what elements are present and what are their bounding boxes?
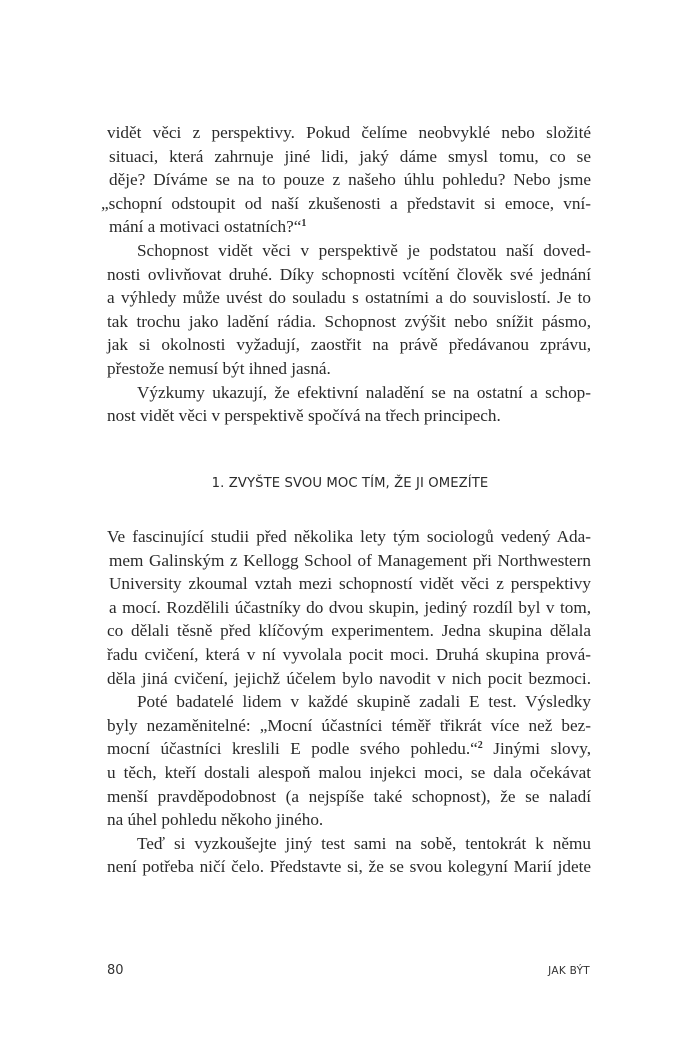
footnote-ref: 2 [477, 740, 483, 752]
text-line: na úhel pohledu někoho jiného. [107, 810, 324, 830]
text-line: „schopní odstoupit od naší zkušenosti a představit si emoce, vní- [101, 193, 591, 213]
text-line: přestože nemusí být ihned jasná. [107, 358, 331, 378]
text-line: tak trochu jako ladění rádia. Schopnost zvýšit nebo snížit pásmo, [107, 311, 591, 331]
text-line: mání a motivaci ostatních?“$^1$ [109, 217, 307, 237]
text-line: děla jiná cvičení, jejichž účelem bylo navodit v nich pocit bezmoci. [107, 668, 591, 688]
text-line: menší pravděpodobnost (a nejspíše také schopnost), že se naladí [107, 786, 591, 806]
running-title: JAK BÝT [548, 965, 590, 977]
text-line: mem Galinským z Kellogg School of Management při Northwestern [109, 550, 591, 570]
paragraph [107, 832, 591, 879]
text-line: Výzkumy ukazují, že efektivní naladění se na ostatní a schop- [137, 382, 591, 402]
text-line: a mocí. Rozdělili účastníky do dvou skupin, jediný rozdíl byl v tom, [109, 597, 591, 617]
text-line: Ve fascinující studii před několika lety tým sociologů vedený Ada- [107, 527, 591, 546]
footnote-ref: 1 [301, 218, 307, 230]
section-heading: 1. ZVYŠTE SVOU MOC TÍM, ŽE JI OMEZÍTE [211, 476, 489, 491]
text-line: Schopnost vidět věci v perspektivě je podstatou naší doved- [137, 240, 591, 260]
paragraph [107, 381, 591, 428]
text-line: Poté badatelé lidem v každé skupině zadali E test. Výsledky [137, 692, 591, 712]
text-line: u těch, kteří dostali alespoň malou injekci moci, se dala očekávat [107, 762, 591, 782]
text-line: není potřeba ničí čelo. Představte si, že se svou kolegyní Marií jdete [107, 857, 591, 877]
text-line: Teď si vyzkoušejte jiný test sami na sobě, tentokrát k němu [137, 833, 591, 853]
body-text-top [101, 121, 591, 428]
text-line: mocní účastníci kreslili E podle svého pohledu.“$^2$ Jinými slovy, [107, 739, 591, 759]
body-text-bottom [107, 525, 591, 879]
text-line: a výhledy může uvést do souladu s ostatními a do souvislostí. Je to [107, 288, 591, 308]
text-line: byly nezaměnitelné: „Mocní účastníci téměř třikrát více než bez- [107, 715, 591, 735]
paragraph [107, 525, 591, 690]
paragraph [107, 690, 591, 832]
paragraph [101, 121, 591, 239]
text-line: řadu cvičení, která v ní vyvolala pocit moci. Druhá skupina prová- [107, 644, 591, 664]
page-number: 80 [107, 963, 124, 978]
paragraph [107, 239, 591, 381]
text-line: děje? Díváme se na to pouze z našeho úhlu pohledu? Nebo jsme [109, 170, 591, 190]
text-line: co dělali těsně před klíčovým experimentem. Jedna skupina dělala [107, 621, 591, 641]
text-line: vidět věci z perspektivy. Pokud čelíme neobvyklé nebo složité [107, 123, 591, 142]
text-line: nost vidět věci v perspektivě spočívá na třech principech. [107, 406, 501, 426]
text-line: situaci, která zahrnuje jiné lidi, jaký dáme smysl tomu, co se [109, 146, 591, 166]
text-line: nosti ovlivňovat druhé. Díky schopnosti vcítění člověk své jednání [107, 264, 591, 284]
text-line: jak si okolnosti vyžadují, zaostřit na právě předávanou zprávu, [107, 335, 591, 355]
text-line: University zkoumal vztah mezi schopností vidět věci z perspektivy [109, 574, 591, 594]
